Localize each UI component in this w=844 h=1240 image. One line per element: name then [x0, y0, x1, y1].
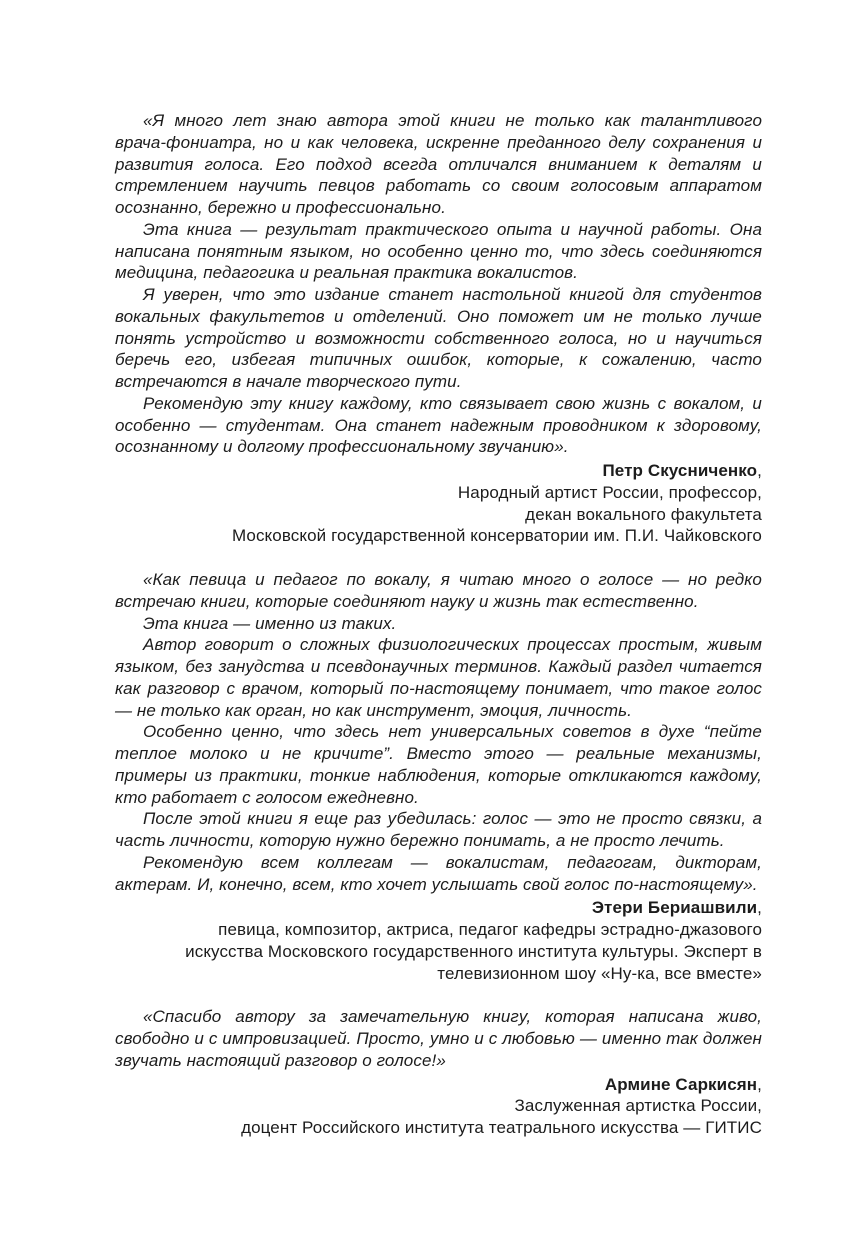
- page-content: [115, 110, 762, 1139]
- testimonial-skusnichenko: [115, 110, 762, 547]
- reviewer-name: Армине Саркисян: [604, 1074, 758, 1094]
- attribution: [115, 460, 762, 547]
- quote-paragraph: Эта книга — результат практического опыта и научной работы. Она написана понятным языком, но особенно ценно то, что здесь соединяются медицина, педагогика и реальная практика вокалистов.: [115, 219, 762, 283]
- quote-paragraph: «Я много лет знаю автора этой книги не только как талантливого врача-фониатра, но и как человека, искренне преданного делу сохранения и развития голоса. Его подход всегда отличался вниманием к деталям и стремлением научить певцов работать со своим голосовым аппаратом осознанно, бережно и профессионально.: [115, 111, 762, 217]
- reviewer-name-line: [115, 460, 762, 482]
- attribution: [115, 897, 762, 984]
- quote-paragraph: Рекомендую всем коллегам — вокалистам, педагогам, дикторам, актерам. И, конечно, всем, кто хочет услышать свой голос по-настоящему».: [115, 852, 762, 894]
- reviewer-name-line: [115, 1074, 762, 1096]
- reviewer-credential: декан вокального факультета: [525, 504, 762, 524]
- reviewer-credential: Московской государственной консерватории им. П.И. Чайковского: [231, 526, 762, 546]
- reviewer-credential: Народный артист России, профессор,: [457, 482, 762, 502]
- testimonial-beriashvili: [115, 569, 762, 984]
- quote-paragraph: Я уверен, что это издание станет настольной книгой для студентов вокальных факультетов и отделений. Оно поможет им не только лучше понять устройство и возможности собственного голоса, но и научиться беречь его, избегая типичных ошибок, которые, к сожалению, часто встречаются в начале творческого пути.: [115, 285, 762, 391]
- reviewer-credential: телевизионном шоу «Ну-ка, все вместе»: [437, 963, 762, 983]
- quote-paragraph: «Как певица и педагог по вокалу, я читаю много о голосе — но редко встречаю книги, которые соединяют науку и жизнь так естественно.: [115, 570, 762, 611]
- quote-paragraph: Особенно ценно, что здесь нет универсальных советов в духе “пейте теплое молоко и не кричите”. Вместо этого — реальные механизмы, примеры из практики, тонкие наблюдения, которые откликаются каждому, кто работает с голосом ежедневно.: [115, 722, 762, 807]
- reviewer-name: Этери Бериашвили: [591, 898, 758, 918]
- testimonial-sarkisyan: [115, 1006, 762, 1139]
- reviewer-name-suffix: ,: [757, 898, 762, 918]
- reviewer-credential: доцент Российского института театрального искусства — ГИТИС: [241, 1118, 762, 1137]
- quote-paragraph: «Спасибо автору за замечательную книгу, которая написана живо, свободно и с импровизацией. Просто, умно и с любовью — именно так должен звучать настоящий разговор о голосе!»: [115, 1007, 762, 1070]
- reviewer-credential: певица, композитор, актриса, педагог кафедры эстрадно-джазового: [218, 920, 762, 939]
- reviewer-name-suffix: ,: [757, 1074, 762, 1094]
- reviewer-name-line: [115, 897, 762, 919]
- reviewer-name: Петр Скусниченко: [602, 461, 758, 480]
- attribution: [115, 1074, 762, 1139]
- reviewer-credential: искусства Московского государственного института культуры. Эксперт в: [185, 941, 762, 961]
- reviewer-credential: Заслуженная артистка России,: [514, 1096, 762, 1116]
- reviewer-name-suffix: ,: [757, 461, 762, 480]
- quote-paragraph: Рекомендую эту книгу каждому, кто связывает свою жизнь с вокалом, и особенно — студентам. Она станет надежным проводником к здоровому, осознанному и долгому профессиональному звучанию».: [115, 393, 762, 457]
- quote-paragraph: После этой книги я еще раз убедилась: голос — это не просто связки, а часть личности, которую нужно бережно понимать, а не просто лечить.: [115, 809, 762, 850]
- quote-paragraph: Автор говорит о сложных физиологических процессах простым, живым языком, без занудства и псевдонаучных терминов. Каждый раздел читается как разговор с врачом, который по-настоящему понимает, что такое голос — не только как орган, но как инструмент, эмоция, личность.: [115, 635, 762, 720]
- quote-paragraph: Эта книга — именно из таких.: [143, 613, 397, 633]
